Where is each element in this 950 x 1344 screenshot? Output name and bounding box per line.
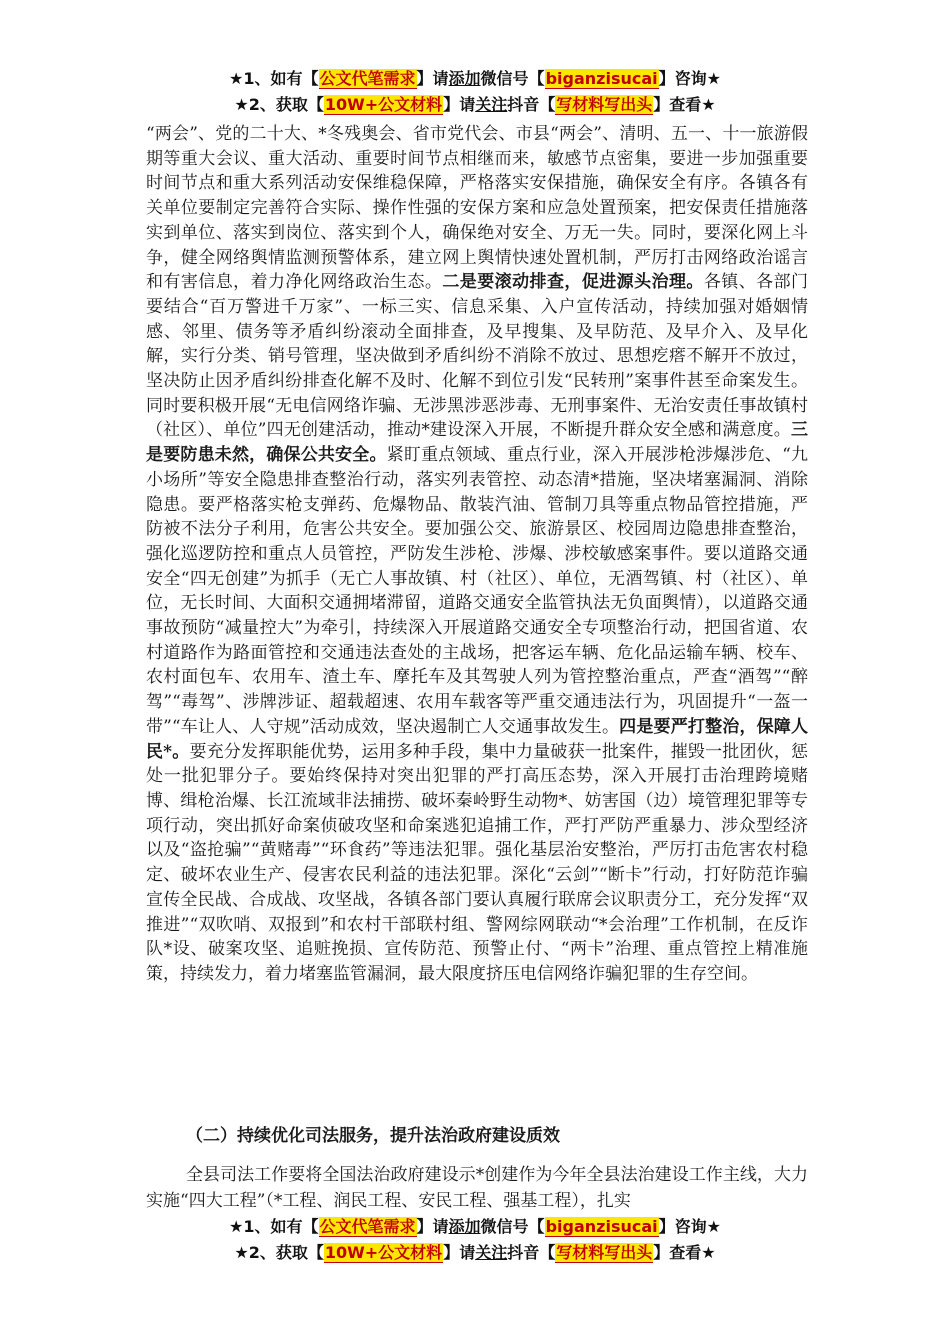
section-paragraph: 全县司法工作要将全国法治政府建设示*创建作为今年全县法治建设工作主线，大力实施“四大工程”（*工程、润民工程、安民工程、强基工程），扎实	[146, 1165, 808, 1211]
banner-highlight: 公文代笔需求	[319, 69, 416, 88]
banner-highlight: 公文代笔需求	[319, 1217, 416, 1236]
banner-text: ★1、如有【	[229, 1217, 319, 1236]
banner-underlined: 添加	[448, 1217, 481, 1236]
footer-banner	[0, 1214, 950, 1266]
banner-text: ★2、获取【	[234, 1243, 324, 1262]
banner-highlight: 10W+公文材料	[324, 95, 443, 114]
lead-sentence: 三是要防患未然，确保公共安全。	[146, 420, 808, 466]
body-paragraph	[146, 122, 808, 987]
body-text-segment: 各镇、各部门要结合“百万警进千万家”、一标三实、信息采集、入户宣传活动，持续加强对婚姻情感、邻里、债务等矛盾纠纷滚动全面排查，及早搜集、及早防范、及早介入、及早化解，实行分类、销号管理，坚决做到矛盾纠纷不消除不放过、思想疙瘩不解开不放过，坚决防止因矛盾纠纷排查化解不及时、化解不到位引发“民转刑”案事件甚至命案发生。同时要积极开展“无电信网络诈骗、无涉黑涉恶涉毒、无刑事案件、无治安责任事故镇村（社区）、单位”四无创建活动，推动*建设深入开展，不断提升群众安全感和满意度。	[146, 272, 809, 441]
banner-text: 微信号【	[480, 69, 545, 88]
header-banner	[0, 66, 950, 118]
body-text-segment: “两会”、党的二十大、*冬残奥会、省市党代会、市县“两会”、清明、五一、十一旅游假期等重大会议、重大活动、重要时间节点相继而来，敏感节点密集，要进一步加强重要时间节点和重大系列活动安保维稳保障，严格落实安保措施，确保安全有序。各镇各有关单位要制定完善符合实际、操作性强的安保方案和应急处置预案，把安保责任措施落实到单位、落实到岗位、落实到个人，确保绝对安全、万无一失。同时，要深化网上斗争，健全网络舆情监测预警体系，建立网上舆情快速处置机制，严厉打击网络政治谣言和有害信息，着力净化网络政治生态。	[146, 124, 808, 293]
banner-highlight: biganzisucai	[545, 69, 658, 88]
banner-text: ★1、如有【	[229, 69, 319, 88]
banner-underlined: 关注	[475, 95, 508, 114]
banner-text: 】请	[416, 1217, 449, 1236]
banner-underlined: 关注	[475, 1243, 508, 1262]
banner-text: 】查看★	[653, 95, 716, 114]
banner-text: 】查看★	[653, 1243, 716, 1262]
banner-line-1	[0, 66, 950, 92]
lead-sentence: 四是要严打整治，保障人民*。	[146, 716, 808, 762]
lead-sentence: 二是要滚动排查，促进源头治理。	[442, 272, 704, 293]
banner-text: 抖音【	[507, 95, 556, 114]
banner-underlined: 添加	[448, 69, 481, 88]
banner-highlight: 10W+公文材料	[324, 1243, 443, 1262]
banner-text: 】请	[443, 1243, 476, 1262]
banner-text: 】请	[443, 95, 476, 114]
banner-text: 抖音【	[507, 1243, 556, 1262]
banner-highlight: 写材料写出头	[556, 95, 653, 114]
banner-highlight: 写材料写出头	[556, 1243, 653, 1262]
section-heading: （二）持续优化司法服务，提升法治政府建设质效	[186, 1126, 560, 1146]
banner-line-1	[0, 1214, 950, 1240]
paragraph	[146, 122, 808, 987]
banner-text: 】咨询★	[658, 69, 721, 88]
banner-text: 】请	[416, 69, 449, 88]
body-text-segment: 要充分发挥职能优势，运用多种手段，集中力量破获一批案件，摧毁一批团伙，惩处一批犯罪分子。要始终保持对突出犯罪的严打高压态势，深入开展打击治理跨境赌博、缉枪治爆、长江流域非法捕捞、破坏秦岭野生动物*、妨害国（边）境管理犯罪等专项行动，突出抓好命案侦破攻坚和命案逃犯追捕工作，严打严防严重暴力、涉众型经济以及“盗抢骗”“黄赌毒”“环食药”等违法犯罪。强化基层治安整治，严厉打击危害农村稳定、破坏农业生产、侵害农民利益的违法犯罪。深化“云剑”“断卡”行动，打好防范诈骗宣传全民战、合成战、攻坚战，各镇各部门要认真履行联席会议职责分工，充分发挥“双推进”“双吹哨、双报到”和农村干部联村组、警网综网联动“*会治理”工作机制，在反诈队*设、破案攻坚、追赃挽损、宣传防范、预警止付、“两卡”治理、重点管控上精准施策，持续发力，着力堵塞监管漏洞，最大限度挤压电信网络诈骗犯罪的生存空间。	[146, 741, 808, 984]
banner-text: 微信号【	[480, 1217, 545, 1236]
banner-text: 】咨询★	[658, 1217, 721, 1236]
banner-line-2	[0, 1240, 950, 1266]
banner-text: ★2、获取【	[234, 95, 324, 114]
body-text-segment: 紧盯重点领域、重点行业，深入开展涉枪涉爆涉危、“九小场所”等安全隐患排查整治行动，落实列表管控、动态清*措施，坚决堵塞漏洞、消除隐患。要严格落实枪支弹药、危爆物品、散装汽油、管制刀具等重点物品管控措施，严防被不法分子利用，危害公共安全。要加强公交、旅游景区、校园周边隐患排查整治，强化巡逻防控和重点人员管控，严防发生涉枪、涉爆、涉校敏感案事件。要以道路交通安全“四无创建”为抓手（无亡人事故镇、村（社区）、单位，无酒驾镇、村（社区）、单位，无长时间、大面积交通拥堵滞留，道路交通安全监管执法无负面舆情），以道路交通事故预防“减量控大”为牵引，持续深入开展道路交通安全专项整治行动，把国省道、农村道路作为路面管控和交通违法查处的主战场，把客运车辆、危化品运输车辆、校车、农村面包车、农用车、渣土车、摩托车及其驾驶人列为管控整治重点，严查“酒驾”“醉驾”“毒驾”、涉牌涉证、超载超速、农用车载客等严重交通违法行为，巩固提升“一盔一带”“车让人、人守规”活动成效，坚决遏制亡人交通事故发生。	[146, 445, 809, 737]
banner-line-2	[0, 92, 950, 118]
banner-highlight: biganzisucai	[545, 1217, 658, 1236]
